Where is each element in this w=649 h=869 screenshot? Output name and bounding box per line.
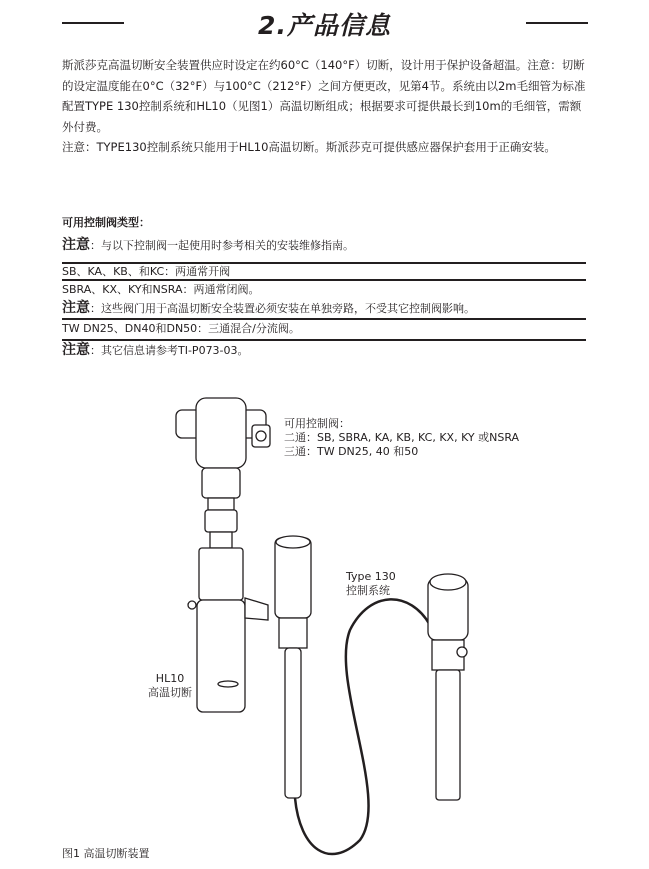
page-title: 2.产品信息	[258, 11, 391, 40]
available-valves-label: 可用控制阀： 二通：SB, SBRA, KA, KB, KC, KX, KY 或NSRA 三通：TW DN25, 40 和50	[284, 417, 520, 458]
hl10-cutout	[176, 398, 270, 712]
valve-row: 注意：其它信息请参考TI-P073-03。	[62, 342, 249, 358]
figure-caption: 图1 高温切断装置	[62, 847, 150, 860]
valve-row: TW DN25、DN40和DN50：三通混合/分流阀。	[62, 322, 300, 335]
note-label: 注意	[62, 300, 90, 316]
intro-paragraph: 斯派莎克高温切断安全装置供应时设定在约60°C（140°F）切断，设计用于保护设备超温。注意：切断的设定温度能在0°C（32°F）与100°C（212°F）之间方便更改，见第4节。系统由以2m毛细管为标准配置TYPE 130控制系统和HL10（见图1）高温切断组成；根据要求可提供最长到10m的毛细管，需额外付费。	[62, 58, 586, 134]
valve-row: 注意：与以下控制阀一起使用时参考相关的安装维修指南。	[62, 237, 354, 253]
valve-row: 注意：这些阀门用于高温切断安全装置必须安装在单独旁路，不受其它控制阀影响。	[62, 300, 475, 316]
type130-label: Type 130 控制系统	[346, 570, 396, 597]
note-label: 注意	[62, 342, 90, 358]
type130-sensor	[428, 574, 468, 800]
valves-heading: 可用控制阀类型：	[62, 216, 150, 229]
valve-row: SBRA、KX、KY和NSRA：两通常闭阀。	[62, 283, 260, 296]
note-label: 注意	[62, 237, 90, 253]
hl10-label: HL10 高温切断	[148, 672, 192, 699]
intro-note: 注意：TYPE130控制系统只能用于HL10高温切断。斯派莎克可提供感应器保护套用于正确安装。	[62, 140, 556, 154]
valve-row: SB、KA、KB、和KC：两通常开阀	[62, 265, 231, 278]
